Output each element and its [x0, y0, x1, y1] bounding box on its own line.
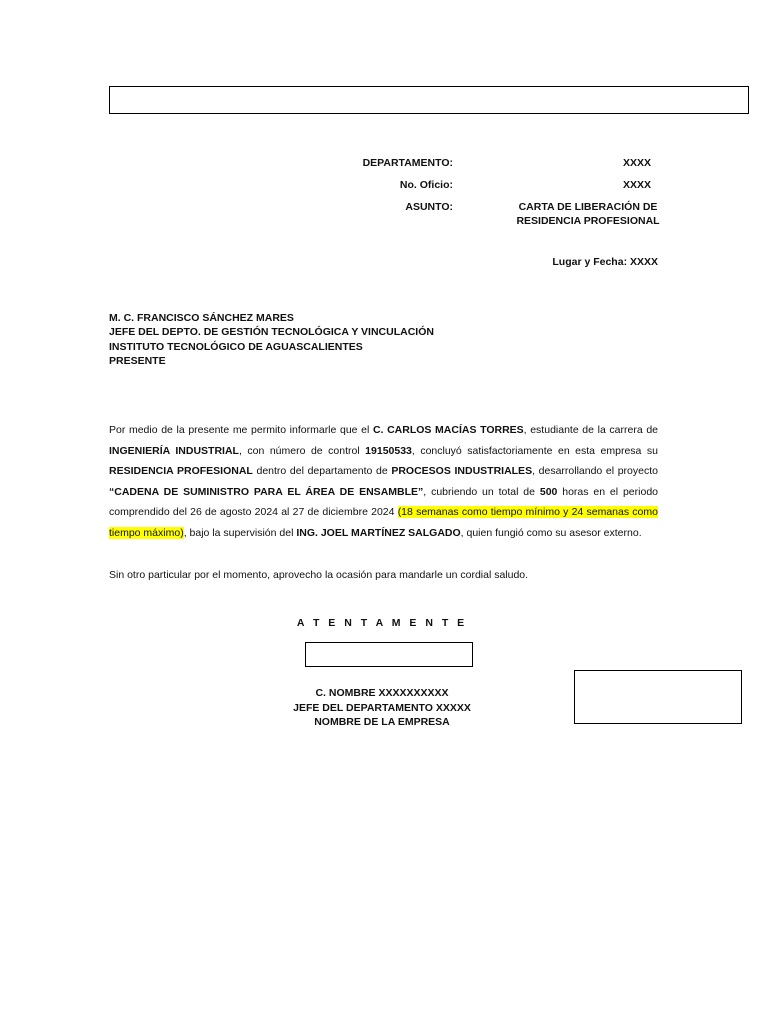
residency-label: RESIDENCIA PROFESIONAL	[109, 465, 253, 478]
office-number-label: No. Oficio:	[399, 179, 453, 191]
control-number: 19150533	[365, 444, 412, 457]
body-text: , cubriendo un total de	[423, 485, 540, 498]
subject-value-line1: CARTA DE LIBERACIÓN DE	[518, 201, 658, 213]
supervisor-name: ING. JOEL MARTÍNEZ SALGADO	[296, 526, 461, 539]
recipient-name: M. C. FRANCISCO SÁNCHEZ MARES	[109, 312, 294, 324]
subject-label: ASUNTO:	[405, 201, 453, 213]
company-stamp-box	[574, 670, 742, 724]
hours-total: 500	[539, 485, 558, 498]
body-text: , estudiante de la carrera de	[523, 424, 658, 436]
highlighted-duration-note: (18 semanas como tiempo mínimo y 24 semanas como tiempo máximo)	[109, 506, 658, 539]
letter-body-paragraph	[109, 420, 658, 544]
body-text: , quien fungió como su asesor externo.	[460, 526, 642, 539]
body-text: horas en el periodo comprendido del 26 de agosto 2024 al 27 de diciembre 2024	[109, 485, 658, 519]
recipient-position: JEFE DEL DEPTO. DE GESTIÓN TECNOLÓGICA Y VINCULACIÓN	[109, 326, 434, 339]
recipient-institution: INSTITUTO TECNOLÓGICO DE AGUASCALIENTES	[109, 340, 363, 353]
student-name: C. CARLOS MACÍAS TORRES	[372, 424, 524, 436]
body-text: , desarrollando el proyecto	[532, 465, 658, 478]
department-value: XXXX	[622, 157, 651, 169]
signature-box	[305, 642, 473, 667]
project-name: “CADENA DE SUMINISTRO PARA EL ÁREA DE ENSAMBLE”	[109, 485, 424, 498]
recipient-presente: PRESENTE	[109, 354, 166, 367]
atentamente-heading: A T E N T A M E N T E	[296, 617, 468, 629]
body-text: , concluyó satisfactoriamente en esta empresa su	[411, 444, 658, 457]
place-and-date: Lugar y Fecha: XXXX	[552, 256, 658, 268]
signer-block	[232, 686, 532, 730]
signer-name: C. NOMBRE XXXXXXXXXX	[315, 687, 449, 699]
recipient-block	[109, 311, 529, 368]
body-text: , bajo la supervisión del	[183, 526, 297, 539]
career-name: INGENIERÍA INDUSTRIAL	[109, 444, 239, 457]
department-label: DEPARTAMENTO:	[362, 157, 453, 169]
body-text: Por medio de la presente me permito informarle que el	[109, 424, 373, 436]
subject-value-line2: RESIDENCIA PROFESIONAL	[516, 215, 660, 227]
body-text: , con número de control	[238, 444, 366, 457]
letterhead-box	[109, 86, 749, 114]
signer-company: NOMBRE DE LA EMPRESA	[314, 716, 450, 728]
department-name: PROCESOS INDUSTRIALES	[391, 465, 533, 478]
signer-position: JEFE DEL DEPARTAMENTO XXXXX	[293, 701, 471, 714]
body-text: dentro del departamento de	[252, 465, 392, 478]
closing-sentence: Sin otro particular por el momento, aprovecho la ocasión para mandarle un cordial saludo.	[109, 569, 529, 581]
office-number-value: XXXX	[622, 179, 651, 191]
